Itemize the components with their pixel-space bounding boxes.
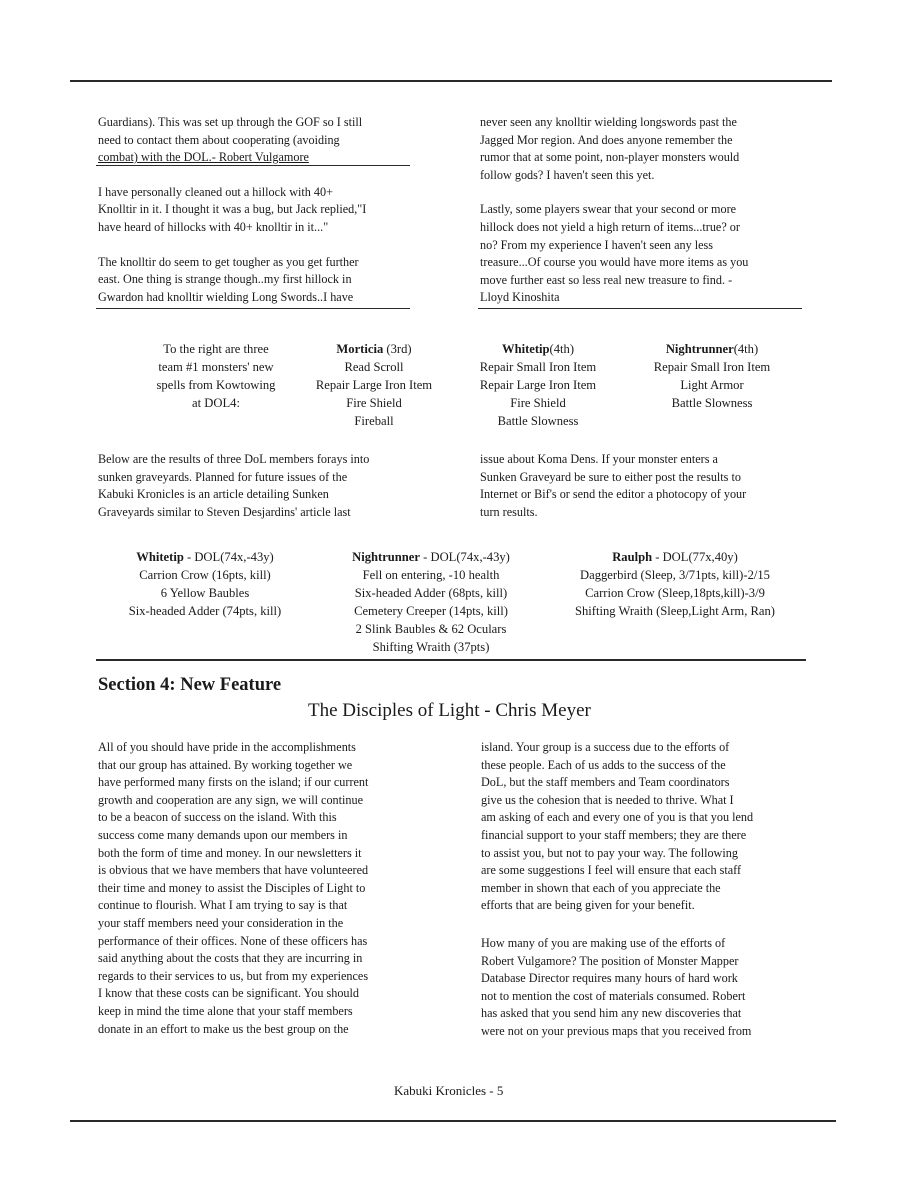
graveyard-paragraph-left: Below are the results of three DoL members forays into sunken graveyards. Planned for future issues of the Kabuki Kronicles is an article detailing Sunken Graveyards similar to Steven Desjardins' article last bbox=[98, 452, 370, 519]
top-right-paragraph-1: never seen any knolltir wielding longswords past the Jagged Mor region. And does anyone remember the rumor that at some point, non-player monsters would follow gods? I haven't seen this yet. bbox=[480, 115, 740, 182]
graveyard-intro-left bbox=[98, 451, 438, 521]
top-left-paragraph-2: I have personally cleaned out a hillock with 40+ Knolltir in it. I thought it was a bug, but Jack replied,"I have heard of hillocks with 40+ knolltir in it..." bbox=[98, 184, 367, 234]
morticia-spells: Morticia (3rd) Read Scroll Repair Large Iron Item Fire Shield Fireball bbox=[315, 342, 433, 428]
top-left-paragraph-1: Guardians). This was set up through the GOF so I still need to contact them about cooperating (avoiding combat) with the DOL.- Robert Vulgamore bbox=[98, 115, 363, 165]
top-rule bbox=[70, 80, 832, 82]
whitetip-spells: Whitetip(4th) Repair Small Iron Item Repair Large Iron Item Fire Shield Battle Slowness bbox=[479, 342, 597, 428]
results-rule bbox=[96, 659, 806, 661]
article-title: The Disciples of Light - Chris Meyer bbox=[308, 700, 591, 721]
graveyard-paragraph-right: issue about Koma Dens. If your monster enters a Sunken Graveyard be sure to either post the results to Internet or Bif's or send the editor a photocopy of your turn results. bbox=[480, 452, 747, 519]
nightrunner-results: Nightrunner - DOL(74x,-43y) Fell on entering, -10 health Six-headed Adder (68pts, kill) Cemetery Creeper (14pts, kill) 2 Slink Baubles & 62 Oculars Shifting Wraith (37pts) bbox=[352, 550, 510, 654]
morticia-name: Morticia bbox=[336, 342, 384, 356]
raulph-results: Raulph - DOL(77x,40y) Daggerbird (Sleep, 3/71pts, kill)-2/15 Carrion Crow (Sleep,18pts,kill)-3/9 Shifting Wraith (Sleep,Light Arm, Ran) bbox=[574, 550, 776, 618]
top-right-paragraph-2: Lastly, some players swear that your second or more hillock does not yield a high return of items...true? or no? From my experience I haven't seen any less treasure...Of course you would have more items as you move further east so less real new treasure to find. - Lloyd Kinoshita bbox=[480, 202, 749, 305]
article-right-paragraph-1: island. Your group is a success due to the efforts of these people. Each of us adds to the success of the DoL, but the staff members and Team coordinators give us the cohesion that is needed to thrive. What I am asking of each and every one of you is that you lend financial support to your staff members; they are there to assist you, but not to pay your way. The following are some suggestions I feel will ensure that each staff member in shown that each of you appreciate the efforts that are being given for your benefit. bbox=[481, 740, 754, 913]
article-left-paragraph: All of you should have pride in the accomplishments that our group has attained. By working together we have performed many firsts on the island; if our current growth and cooperation are any sign, we will continue to be a beacon of success on the island. With this success come many demands upon our members in both the form of time and money. In our newsletters it is obvious that we have members that have volunteered their time and money to assist the Disciples of Light to continue to flourish. What I am trying to say is that your staff members need your consideration in the performance of their offices. None of these officers has said anything about the costs that they are incurring in regards to their services to us, but from my experiences I know that these costs can be significant. You should keep in mind the time alone that your staff members donate in an effort to make us the best group on the bbox=[98, 740, 369, 1036]
page-footer: Kabuki Kronicles - 5 bbox=[394, 1083, 504, 1098]
bottom-rule bbox=[70, 1120, 836, 1122]
nightrunner-name: Nightrunner bbox=[665, 342, 734, 356]
article-right-paragraph-2: How many of you are making use of the efforts of Robert Vulgamore? The position of Monster Mapper Database Director requires many hours of hard work not to mention the cost of materials consumed. Robert has asked that you send him any new discoveries that were not on your previous maps that you received from bbox=[481, 935, 752, 1038]
nightrunner-results-name: Nightrunner bbox=[352, 550, 420, 564]
whitetip-results: Whitetip - DOL(74x,-43y) Carrion Crow (16pts, kill) 6 Yellow Baubles Six-headed Adder (74pts, kill) bbox=[128, 550, 282, 618]
article-right-column bbox=[481, 739, 821, 1041]
nightrunner-spells: Nightrunner(4th) Repair Small Iron Item Light Armor Battle Slowness bbox=[653, 342, 771, 410]
left-paragraph-rule-2 bbox=[96, 308, 410, 309]
raulph-results-name: Raulph bbox=[612, 550, 653, 564]
article-left-column bbox=[98, 739, 438, 1038]
right-paragraph-rule bbox=[478, 308, 802, 309]
top-left-column bbox=[98, 114, 428, 306]
top-left-paragraph-3: The knolltir do seem to get tougher as you get further east. One thing is strange though..my first hillock in Gwardon had knolltir wielding Long Swords..I have bbox=[98, 254, 359, 304]
graveyard-intro-right bbox=[480, 451, 820, 521]
top-right-column bbox=[480, 114, 820, 307]
spells-intro: To the right are three team #1 monsters' new spells from Kowtowing at DOL4: bbox=[156, 342, 276, 410]
whitetip-name: Whitetip bbox=[501, 342, 550, 356]
whitetip-results-name: Whitetip bbox=[136, 550, 184, 564]
section-heading: Section 4: New Feature bbox=[98, 675, 282, 695]
